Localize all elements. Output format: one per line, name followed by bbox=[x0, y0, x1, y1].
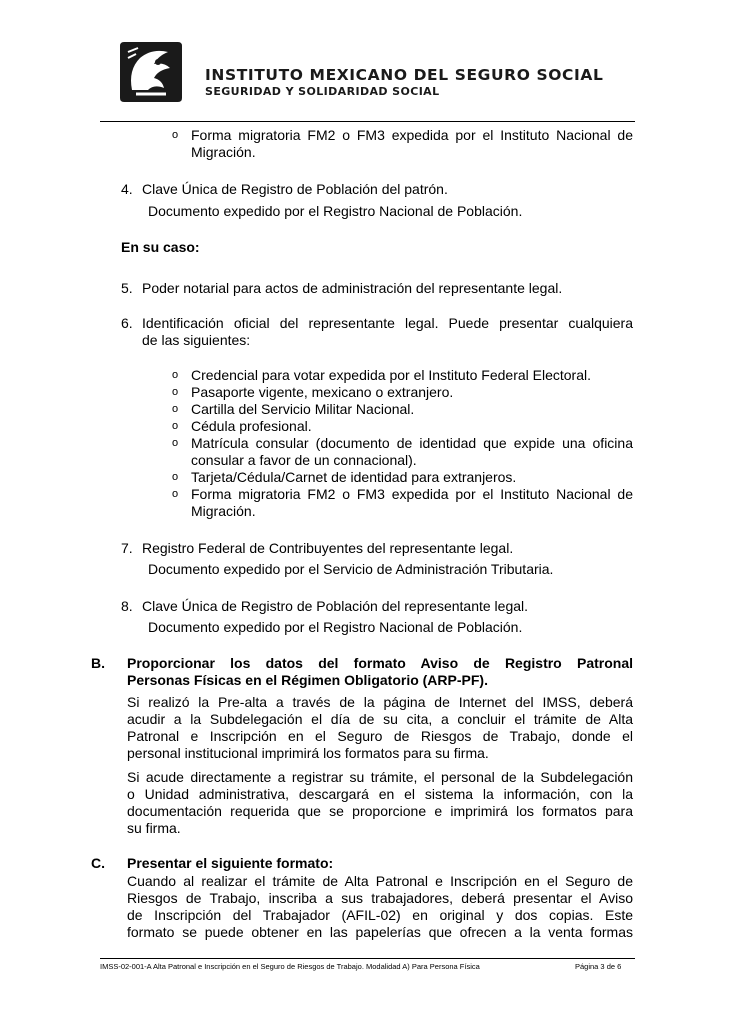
section-heading: Presentar el siguiente formato: bbox=[127, 855, 334, 871]
institution-motto: SEGURIDAD Y SOLIDARIDAD SOCIAL bbox=[205, 85, 440, 98]
item-number: 5. bbox=[121, 280, 133, 296]
list-item-text: Cédula profesional. bbox=[191, 418, 312, 434]
paragraph-line: su firma. bbox=[127, 820, 181, 836]
list-item-text: Pasaporte vigente, mexicano o extranjero. bbox=[191, 384, 454, 400]
list-item-text: Migración. bbox=[191, 503, 256, 519]
list-item-text: Credencial para votar expedida por el Instituto Federal Electoral. bbox=[191, 367, 591, 383]
bullet-marker: o bbox=[172, 488, 179, 500]
paragraph-line: acudir a la Subdelegación el día de su cita, a concluir el trámite de Alta bbox=[127, 711, 633, 727]
imss-eagle-logo-icon bbox=[118, 40, 184, 104]
paragraph-line: personal institucional imprimirá los formatos para su firma. bbox=[127, 745, 489, 761]
item-number: 8. bbox=[121, 598, 133, 614]
bullet-marker: o bbox=[172, 471, 179, 483]
paragraph-line: documentación requerida que se proporcione e imprimirá los formatos para bbox=[127, 803, 633, 819]
paragraph-line: Patronal e Inscripción en el Seguro de Riesgos de Trabajo, donde el bbox=[127, 728, 633, 744]
institution-name: INSTITUTO MEXICANO DEL SEGURO SOCIAL bbox=[205, 66, 604, 84]
subheading: En su caso: bbox=[121, 239, 200, 255]
item-title: Clave Única de Registro de Población del patrón. bbox=[142, 181, 448, 197]
header-divider bbox=[100, 121, 635, 122]
bullet-marker: o bbox=[172, 369, 179, 381]
paragraph-line: Si acude directamente a registrar su trámite, el personal de la Subdelegación bbox=[127, 769, 633, 785]
item-title: Identificación oficial del representante legal. Puede presentar cualquiera bbox=[142, 315, 633, 331]
bullet-marker: o bbox=[172, 420, 179, 432]
item-document-note: Documento expedido por el Registro Nacional de Población. bbox=[148, 619, 523, 635]
list-item-text: Forma migratoria FM2 o FM3 expedida por el Instituto Nacional de bbox=[191, 127, 633, 143]
list-item-text: consular a favor de un connacional). bbox=[191, 452, 417, 468]
footer-page-number: Página 3 de 6 bbox=[575, 962, 622, 971]
paragraph-line: o Unidad administrativa, descargará en el sistema la información, con la bbox=[127, 786, 633, 802]
footer-document-reference: IMSS-02-001-A Alta Patronal e Inscripción en el Seguro de Riesgos de Trabajo. Modalidad A) Para Persona Física bbox=[100, 962, 480, 971]
item-document-note: Documento expedido por el Servicio de Administración Tributaria. bbox=[148, 561, 554, 577]
item-number: 4. bbox=[121, 181, 133, 197]
item-title: Clave Única de Registro de Población del representante legal. bbox=[142, 598, 529, 614]
item-title: Poder notarial para actos de administración del representante legal. bbox=[142, 280, 563, 296]
footer-divider bbox=[100, 958, 635, 959]
list-item-text: Matrícula consular (documento de identidad que expide una oficina bbox=[191, 435, 633, 451]
section-letter: B. bbox=[91, 655, 105, 671]
paragraph-line: de Inscripción del Trabajador (AFIL-02) en original y dos copias. Este bbox=[127, 907, 633, 923]
list-item-text: Tarjeta/Cédula/Carnet de identidad para extranjeros. bbox=[191, 469, 517, 485]
paragraph-line: Si realizó la Pre-alta a través de la página de Internet del IMSS, deberá bbox=[127, 694, 633, 710]
item-title: Registro Federal de Contribuyentes del representante legal. bbox=[142, 540, 514, 556]
paragraph-line: Cuando al realizar el trámite de Alta Patronal e Inscripción en el Seguro de bbox=[127, 873, 633, 889]
bullet-marker: o bbox=[172, 403, 179, 415]
list-item-text: Cartilla del Servicio Militar Nacional. bbox=[191, 401, 415, 417]
section-heading: Proporcionar los datos del formato Aviso de Registro Patronal bbox=[127, 655, 633, 671]
section-letter: C. bbox=[91, 855, 105, 871]
list-item-text: Migración. bbox=[191, 144, 256, 160]
bullet-marker: o bbox=[172, 386, 179, 398]
bullet-marker: o bbox=[172, 129, 179, 141]
item-number: 6. bbox=[121, 315, 133, 331]
paragraph-line: formato se puede obtener en las papelerías que ofrecen a la venta formas bbox=[127, 924, 633, 940]
section-heading: Personas Físicas en el Régimen Obligatorio (ARP-PF). bbox=[127, 672, 488, 688]
item-number: 7. bbox=[121, 540, 133, 556]
list-item-text: Forma migratoria FM2 o FM3 expedida por el Instituto Nacional de bbox=[191, 486, 633, 502]
item-title: de las siguientes: bbox=[142, 332, 251, 348]
bullet-marker: o bbox=[172, 437, 179, 449]
paragraph-line: Riesgos de Trabajo, inscriba a sus trabajadores, deberá presentar el Aviso bbox=[127, 890, 633, 906]
item-document-note: Documento expedido por el Registro Nacional de Población. bbox=[148, 203, 523, 219]
